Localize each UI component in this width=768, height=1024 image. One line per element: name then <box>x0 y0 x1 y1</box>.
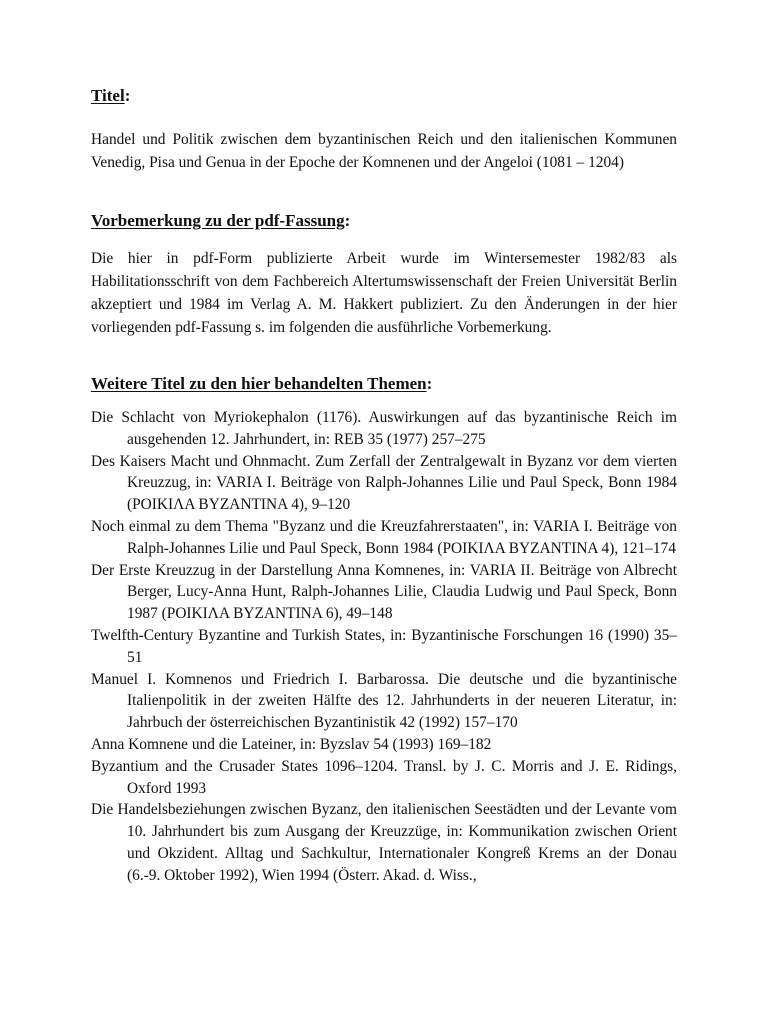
section-heading-further-titles <box>91 372 677 396</box>
document-page <box>91 84 677 887</box>
bibliography-entry: Des Kaisers Macht und Ohnmacht. Zum Zerfall der Zentralgewalt in Byzanz vor dem vierten Kreuzzug, in: VARIA I. Beiträge von Ralph-Johannes Lilie und Paul Speck, Bonn 1984 (ΡΟΙΚΙΛΑ BYZANTINA 4), 9–120 <box>91 452 677 514</box>
bibliography-entry: Manuel I. Komnenos und Friedrich I. Barbarossa. Die deutsche und die byzantinische Italienpolitik in der zweiten Hälfte des 12. Jahrhunderts in der neueren Literatur, in: Jahrbuch der österreichischen Byzantinistik 42 (1992) 157–170 <box>91 670 677 732</box>
heading-text: Weitere Titel zu den hier behandelten Themen <box>91 374 427 393</box>
bibliography-entry: Der Erste Kreuzzug in der Darstellung Anna Komnenes, in: VARIA II. Beiträge von Albrecht Berger, Lucy-Anna Hunt, Ralph-Johannes Lilie, Claudia Ludwig und Paul Speck, Bonn 1987 (ΡΟΙΚΙΛΑ BYZANTINA 6), 49–148 <box>91 561 677 623</box>
section-heading-title <box>91 84 677 108</box>
heading-colon: : <box>344 211 351 230</box>
bibliography-entry: Anna Komnene und die Lateiner, in: Byzslav 54 (1993) 169–182 <box>91 735 492 753</box>
bibliography-entry: Noch einmal zu dem Thema "Byzanz und die Kreuzfahrerstaaten", in: VARIA I. Beiträge von Ralph-Johannes Lilie und Paul Speck, Bonn 1984 (ΡΟΙΚΙΛΑ BYZANTINA 4), 121–174 <box>91 517 677 557</box>
bibliography-list <box>91 407 677 887</box>
bibliography-entry: Die Handelsbeziehungen zwischen Byzanz, den italienischen Seestädten und der Levante vom 10. Jahrhundert bis zum Ausgang der Kreuzzüge, in: Kommunikation zwischen Orient und Okzident. Alltag und Sachkultur, Internationaler Kongreß Krems an der Donau (6.-9. Oktober 1992), Wien 1994 (Österr. Akad. d. Wiss., <box>91 801 677 884</box>
preface-text: Die hier in pdf-Form publizierte Arbeit wurde im Wintersemester 1982/83 als Habilitationsschrift von dem Fachbereich Altertumswissenschaft der Freien Universität Berlin akzeptiert und 1984 im Verlag A. M. Hakkert publiziert. Zu den Änderungen in der hier vorliegenden pdf-Fassung s. im folgenden die ausführliche Vorbemerkung. <box>91 250 677 336</box>
heading-text: Titel <box>91 86 125 105</box>
heading-text: Vorbemerkung zu der pdf-Fassung <box>91 211 345 230</box>
heading-colon: : <box>426 374 433 393</box>
title-text: Handel und Politik zwischen dem byzantinischen Reich und den italienischen Kommunen Venedig, Pisa und Genua in der Epoche der Komnenen und der Angeloi (1081 – 1204) <box>91 131 677 171</box>
bibliography-entry: Twelfth-Century Byzantine and Turkish States, in: Byzantinische Forschungen 16 (1990) 35–51 <box>91 626 677 666</box>
bibliography-entry: Byzantium and the Crusader States 1096–1204. Transl. by J. C. Morris and J. E. Ridings, Oxford 1993 <box>91 757 677 797</box>
bibliography-entry: Die Schlacht von Myriokephalon (1176). Auswirkungen auf das byzantinische Reich im ausgehenden 12. Jahrhundert, in: REB 35 (1977) 257–275 <box>91 409 677 448</box>
section-heading-preface <box>91 209 677 233</box>
heading-colon: : <box>124 86 131 105</box>
